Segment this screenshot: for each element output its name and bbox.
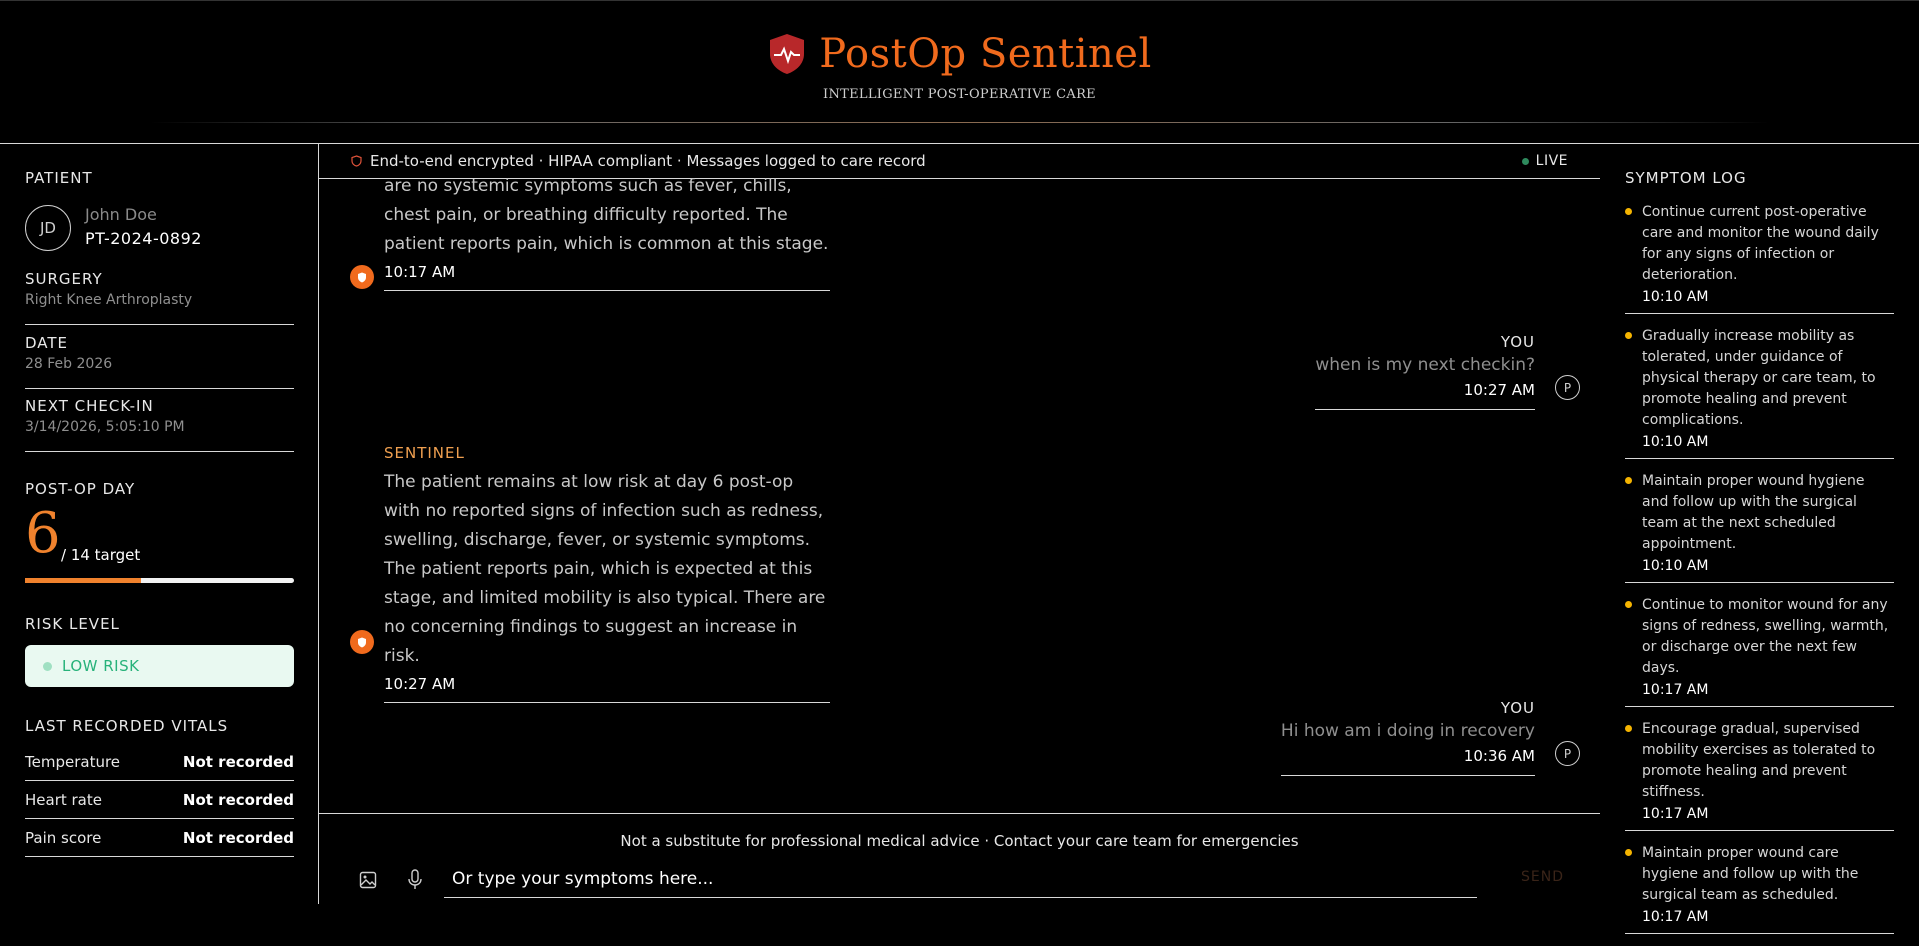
next-checkin-value: 3/14/2026, 5:05:10 PM: [25, 419, 185, 435]
sentinel-avatar-icon: [350, 265, 374, 289]
encryption-notice: End-to-end encrypted · HIPAA compliant · Messages logged to care record: [370, 152, 926, 170]
header-divider: [150, 122, 1770, 123]
microphone-icon[interactable]: [406, 869, 424, 891]
log-text: Maintain proper wound hygiene and follow up with the surgical team at the next scheduled appointment.: [1642, 473, 1865, 552]
message-time: 10:27 AM: [384, 675, 456, 693]
vital-row: [25, 781, 294, 819]
user-avatar: P: [1555, 375, 1580, 400]
sentinel-avatar-icon: [350, 630, 374, 654]
message-sender: YOU: [1500, 699, 1535, 717]
log-time: 10:17 AM: [1642, 909, 1709, 925]
symptom-log-panel: [1600, 143, 1919, 925]
next-checkin-field: [25, 397, 294, 452]
app-header: [0, 0, 1919, 122]
log-time: 10:10 AM: [1642, 289, 1709, 305]
bullet-icon: [1625, 332, 1632, 339]
user-avatar: P: [1555, 741, 1580, 766]
risk-dot-icon: [43, 662, 52, 671]
message-list[interactable]: [319, 176, 1600, 813]
vital-row: [25, 819, 294, 857]
vital-value: Not recorded: [182, 752, 294, 771]
brand: [0, 31, 1919, 77]
live-dot-icon: [1522, 158, 1529, 165]
log-time: 10:17 AM: [1642, 806, 1709, 822]
patient-id: PT-2024-0892: [85, 229, 202, 248]
list-item: [1625, 326, 1894, 459]
log-text: Gradually increase mobility as tolerated, under guidance of physical therapy or care team, to promote healing and prevent complications.: [1642, 328, 1876, 428]
risk-level-label: RISK LEVEL: [25, 615, 120, 633]
log-time: 10:10 AM: [1642, 434, 1709, 450]
symptom-log-list: [1625, 202, 1894, 946]
bullet-icon: [1625, 601, 1632, 608]
app-subtitle: INTELLIGENT POST-OPERATIVE CARE: [823, 87, 1096, 102]
image-upload-icon[interactable]: [359, 871, 377, 889]
vital-name: Temperature: [25, 752, 121, 771]
live-label: LIVE: [1535, 153, 1568, 169]
vital-name: Pain score: [25, 828, 102, 847]
vital-value: Not recorded: [182, 828, 294, 847]
recovery-progress-bar: [25, 578, 294, 583]
list-item: [1625, 595, 1894, 707]
symptom-log-label: SYMPTOM LOG: [1625, 169, 1747, 187]
list-item: [1625, 471, 1894, 583]
surgery-field: [25, 270, 294, 325]
bullet-icon: [1625, 208, 1632, 215]
date-field: [25, 334, 294, 389]
message-text: are no systemic symptoms such as fever, chills, chest pain, or breathing difficulty reported. The patient reports pain, which is common at this stage.: [384, 176, 829, 254]
log-time: 10:10 AM: [1642, 558, 1709, 574]
chat-panel: [319, 143, 1600, 904]
message-sender: YOU: [1500, 333, 1535, 351]
message-sender: SENTINEL: [384, 444, 465, 462]
message-text: The patient remains at low risk at day 6 post-op with no reported signs of infection such as redness, swelling, discharge, fever, or systemic symptoms. The patient reports pain, which is expected at this stage, and limited mobility is also typical. There are no concerning findings to suggest an increase in risk.: [384, 472, 826, 666]
bullet-icon: [1625, 477, 1632, 484]
message-time: 10:27 AM: [1463, 381, 1535, 399]
log-text: Continue current post-operative care and monitor the wound daily for any signs of infection or deterioration.: [1642, 204, 1879, 283]
vital-name: Heart rate: [25, 790, 102, 809]
postop-day-label: POST-OP DAY: [25, 480, 136, 498]
user-message: [1315, 333, 1535, 410]
user-message: [1281, 699, 1535, 776]
date-label: DATE: [25, 334, 69, 352]
list-item: [1625, 202, 1894, 314]
vital-row: [25, 743, 294, 781]
patient-avatar: JD: [25, 205, 71, 251]
log-text: Maintain proper wound care hygiene and follow up with the surgical team as scheduled.: [1642, 845, 1859, 903]
date-value: 28 Feb 2026: [25, 356, 113, 372]
surgery-label: SURGERY: [25, 270, 103, 288]
risk-badge: [25, 645, 294, 687]
composer: [319, 813, 1600, 905]
patient-section-label: PATIENT: [25, 169, 93, 187]
shield-pulse-icon: [767, 32, 807, 76]
message-text: when is my next checkin?: [1315, 355, 1535, 375]
vitals-label: LAST RECORDED VITALS: [25, 717, 229, 735]
surgery-value: Right Knee Arthroplasty: [25, 292, 193, 308]
list-item: [1625, 719, 1894, 831]
patient-name: John Doe: [85, 205, 157, 224]
recovery-progress-fill: [25, 578, 141, 583]
patient-panel: [0, 143, 319, 904]
live-indicator: [1522, 153, 1568, 169]
disclaimer: Not a substitute for professional medical advice · Contact your care team for emergencies: [620, 832, 1299, 850]
vitals-list: [25, 743, 294, 857]
send-button[interactable]: SEND: [1521, 869, 1564, 885]
log-text: Encourage gradual, supervised mobility exercises as tolerated to promote healing and prevent stiffness.: [1642, 721, 1876, 800]
vital-value: Not recorded: [182, 790, 294, 809]
app-title: PostOp Sentinel: [819, 31, 1152, 77]
bullet-icon: [1625, 849, 1632, 856]
message-time: 10:17 AM: [384, 263, 456, 281]
log-time: 10:17 AM: [1642, 682, 1709, 698]
shield-icon: [351, 155, 362, 167]
next-checkin-label: NEXT CHECK-IN: [25, 397, 154, 415]
symptom-input[interactable]: [444, 860, 1477, 898]
postop-day-value: 6: [25, 501, 61, 566]
bot-message: [384, 172, 830, 291]
bot-message: [384, 444, 830, 703]
risk-value: LOW RISK: [62, 657, 140, 675]
message-time: 10:36 AM: [1463, 747, 1535, 765]
message-text: Hi how am i doing in recovery: [1280, 721, 1535, 741]
log-text: Continue to monitor wound for any signs of redness, swelling, warmth, or discharge over the next few days.: [1642, 597, 1889, 676]
postop-target: / 14 target: [61, 546, 141, 564]
list-item: [1625, 843, 1894, 934]
bullet-icon: [1625, 725, 1632, 732]
